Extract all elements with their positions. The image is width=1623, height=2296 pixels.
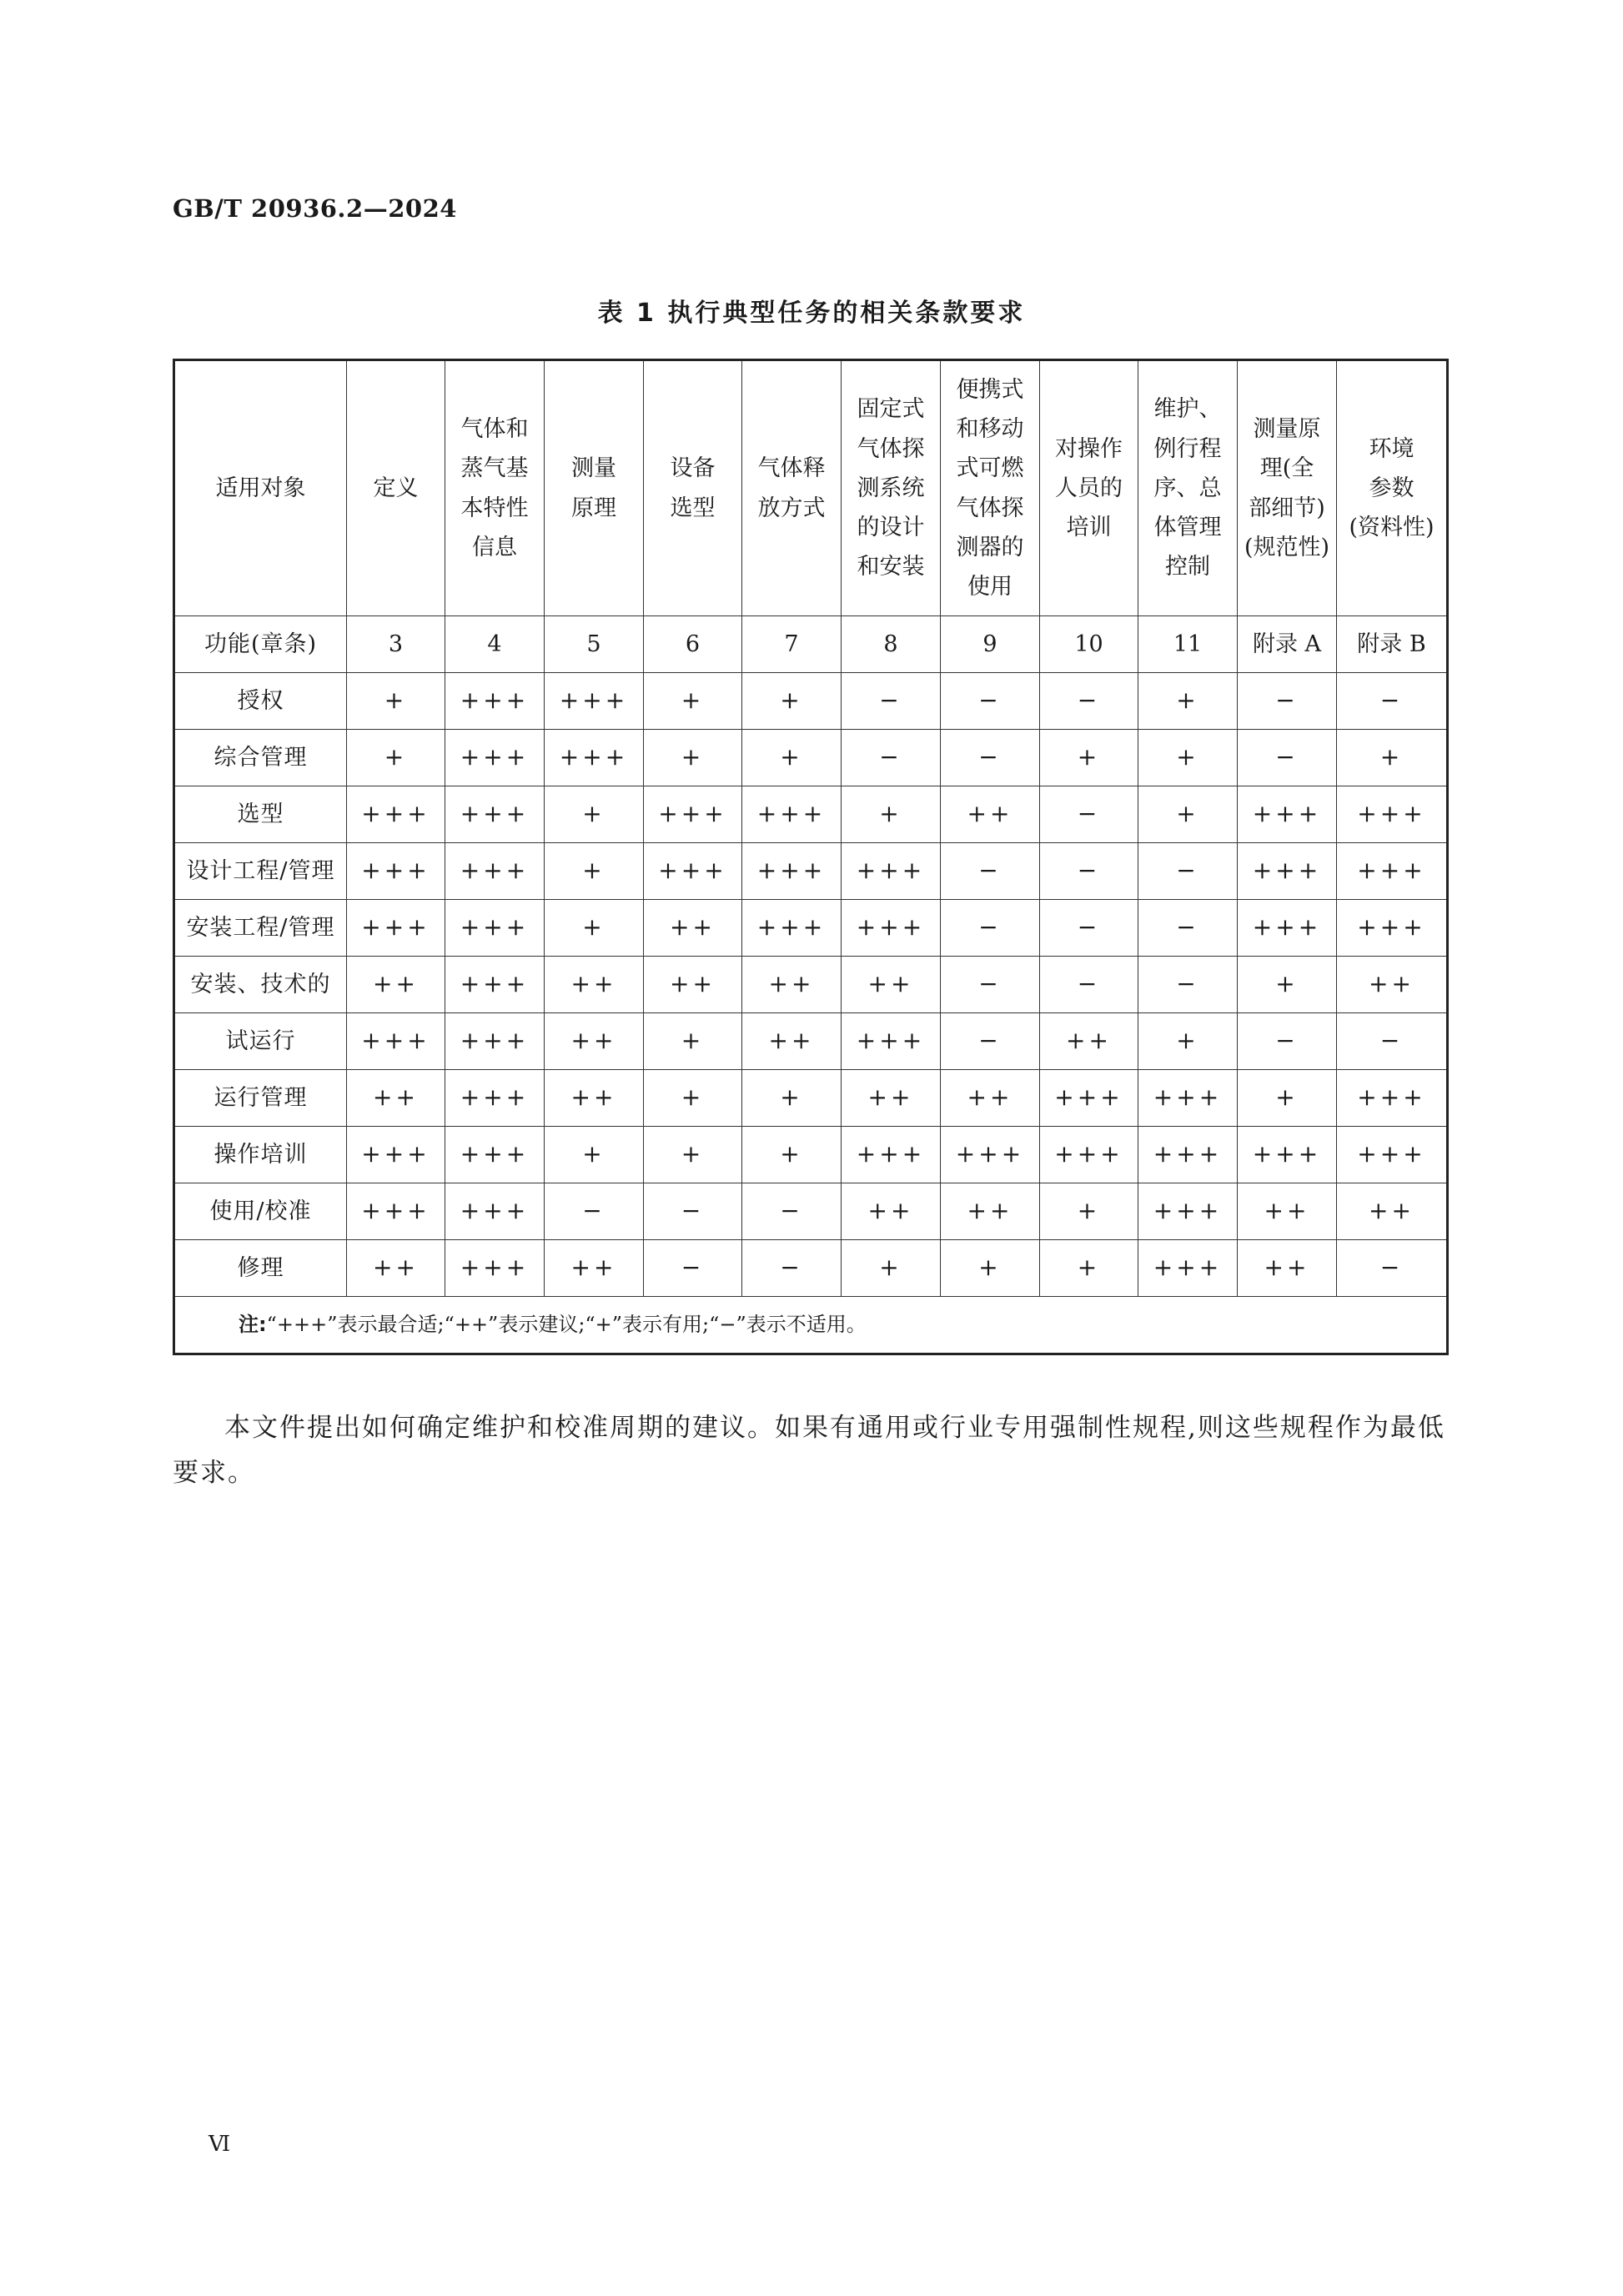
column-header-line: 参数 (1369, 475, 1414, 501)
table-cell: +++ (1337, 900, 1448, 957)
table-cell: − (941, 730, 1040, 786)
table-cell: +++ (941, 1127, 1040, 1183)
column-header (1337, 360, 1448, 616)
column-header-line: 例行程 (1153, 435, 1222, 462)
table-cell: + (1138, 786, 1238, 843)
table-row (174, 1240, 1448, 1297)
table-cell: ++ (347, 957, 445, 1013)
table-cell: ++ (1238, 1240, 1337, 1297)
column-header-line: 环境 (1369, 435, 1414, 462)
row-header: 操作培训 (174, 1127, 347, 1183)
table-cell: + (545, 900, 644, 957)
column-header-line: 适用对象 (215, 475, 306, 501)
table-cell: +++ (347, 786, 445, 843)
column-header (1138, 360, 1238, 616)
table-row (174, 1013, 1448, 1070)
row-header: 安装工程/管理 (174, 900, 347, 957)
table-cell: + (1138, 730, 1238, 786)
table-cell: ++ (941, 1183, 1040, 1240)
column-header-line: 序、总 (1153, 475, 1222, 501)
table-cell: − (1238, 673, 1337, 730)
table-cell: ++ (941, 786, 1040, 843)
column-header-line: 培训 (1066, 515, 1112, 541)
table-cell: +++ (347, 1127, 445, 1183)
column-header-line: 使用 (967, 574, 1012, 600)
table-cell: ++ (644, 957, 742, 1013)
table-cell: + (644, 1013, 742, 1070)
table-cell: + (742, 1127, 842, 1183)
table-cell: − (1138, 900, 1238, 957)
table-cell: +++ (842, 1127, 941, 1183)
table-cell: +++ (545, 730, 644, 786)
table-cell: +++ (445, 786, 545, 843)
column-header-line: 信息 (472, 534, 517, 560)
table-cell: +++ (545, 673, 644, 730)
column-header (174, 360, 347, 616)
column-header-line: 测量 (571, 455, 616, 482)
table-cell: − (1238, 730, 1337, 786)
table-cell: + (545, 1127, 644, 1183)
table-cell: ++ (347, 1240, 445, 1297)
table-cell: + (1040, 1183, 1138, 1240)
table-cell: + (1138, 673, 1238, 730)
table-row (174, 1183, 1448, 1240)
table-cell: +++ (1337, 1127, 1448, 1183)
table-cell: − (1040, 843, 1138, 900)
table-cell: ++ (1238, 1183, 1337, 1240)
table-cell: 8 (842, 616, 941, 673)
table-cell: +++ (1337, 786, 1448, 843)
table-cell: − (941, 843, 1040, 900)
column-header-line: 体管理 (1153, 515, 1222, 541)
table-cell: ++ (644, 900, 742, 957)
table-cell: ++ (842, 1183, 941, 1240)
table-cell: − (1040, 957, 1138, 1013)
table-cell: + (1040, 730, 1138, 786)
standard-code: GB/T 20936.2—2024 (173, 194, 457, 223)
table-cell: +++ (445, 900, 545, 957)
table-cell: +++ (347, 1183, 445, 1240)
column-header-line: 原理 (571, 495, 616, 521)
table-cell: + (1238, 1070, 1337, 1127)
table-cell: + (644, 730, 742, 786)
table-cell: 附录 A (1238, 616, 1337, 673)
table-cell: + (545, 786, 644, 843)
table-cell: − (1337, 673, 1448, 730)
table-cell: − (941, 957, 1040, 1013)
row-header: 选型 (174, 786, 347, 843)
table-cell: ++ (1040, 1013, 1138, 1070)
table-cell: − (1337, 1240, 1448, 1297)
table-cell: − (1238, 1013, 1337, 1070)
table-cell: + (347, 730, 445, 786)
table-cell: 5 (545, 616, 644, 673)
table-cell: − (742, 1183, 842, 1240)
table-cell: +++ (1337, 843, 1448, 900)
table-cell: ++ (842, 957, 941, 1013)
table-cell: 9 (941, 616, 1040, 673)
column-header-line: 和安装 (857, 554, 925, 580)
column-header-line: 蒸气基 (460, 455, 529, 482)
column-header (545, 360, 644, 616)
table-cell: +++ (445, 673, 545, 730)
requirements-table (173, 359, 1446, 1355)
table-cell: − (1138, 843, 1238, 900)
table-row (174, 730, 1448, 786)
table-cell: + (347, 673, 445, 730)
column-header-line: 部细节) (1249, 495, 1325, 521)
table-cell: +++ (445, 843, 545, 900)
table-row (174, 1070, 1448, 1127)
table-cell: +++ (1238, 900, 1337, 957)
note-text: “+++”表示最合适;“++”表示建议;“+”表示有用;“−”表示不适用。 (266, 1312, 867, 1336)
table-cell: + (644, 1127, 742, 1183)
column-header (644, 360, 742, 616)
table-cell: +++ (1337, 1070, 1448, 1127)
table-cell: +++ (347, 900, 445, 957)
row-header: 安装、技术的 (174, 957, 347, 1013)
table-cell: ++ (545, 957, 644, 1013)
table-cell: + (842, 786, 941, 843)
table-cell: +++ (1138, 1183, 1238, 1240)
table-cell: +++ (1238, 1127, 1337, 1183)
table-cell: +++ (644, 786, 742, 843)
table-note (174, 1297, 1448, 1354)
table-cell: ++ (347, 1070, 445, 1127)
table-cell: + (1337, 730, 1448, 786)
table-cell: − (1040, 786, 1138, 843)
column-header-line: 设备 (670, 455, 716, 482)
table-cell: 11 (1138, 616, 1238, 673)
table-cell: +++ (445, 1013, 545, 1070)
row-header: 试运行 (174, 1013, 347, 1070)
column-header-line: (资料性) (1349, 515, 1435, 541)
table-cell: − (644, 1240, 742, 1297)
row-header: 综合管理 (174, 730, 347, 786)
table-cell: +++ (445, 957, 545, 1013)
table-row (174, 900, 1448, 957)
table-cell: − (1040, 900, 1138, 957)
table-cell: + (545, 843, 644, 900)
table-cell: − (742, 1240, 842, 1297)
table-cell: +++ (445, 1240, 545, 1297)
column-header (941, 360, 1040, 616)
column-header-line: 人员的 (1055, 475, 1123, 501)
column-header-line: 气体探 (956, 495, 1024, 521)
table-cell: − (941, 673, 1040, 730)
note-label: 注: (239, 1312, 267, 1336)
table-cell: +++ (742, 843, 842, 900)
table-cell: + (941, 1240, 1040, 1297)
column-header-line: 本特性 (460, 495, 529, 521)
table-title: 表 1 执行典型任务的相关条款要求 (597, 299, 1026, 328)
table-cell: +++ (1138, 1240, 1238, 1297)
table-cell: 10 (1040, 616, 1138, 673)
row-header: 使用/校准 (174, 1183, 347, 1240)
table-cell: +++ (1238, 843, 1337, 900)
table-row (174, 673, 1448, 730)
table-cell: 4 (445, 616, 545, 673)
column-header-line: 的设计 (857, 515, 925, 541)
table-cell: +++ (1040, 1127, 1138, 1183)
table-cell: + (644, 1070, 742, 1127)
table-cell: ++ (545, 1013, 644, 1070)
column-header-line: 便携式 (956, 376, 1024, 403)
column-header-line: 气体探 (857, 435, 925, 462)
table-cell: − (1337, 1013, 1448, 1070)
table-cell: ++ (742, 957, 842, 1013)
table-cell: + (742, 730, 842, 786)
table-cell: + (842, 1240, 941, 1297)
table-row (174, 786, 1448, 843)
table-cell: − (644, 1183, 742, 1240)
row-header: 授权 (174, 673, 347, 730)
table-cell: + (1138, 1013, 1238, 1070)
column-header-line: 放方式 (757, 495, 826, 521)
column-header-line: 测量原 (1253, 416, 1321, 442)
column-header-line: 测系统 (857, 475, 925, 501)
table-cell: +++ (1138, 1070, 1238, 1127)
column-header-line: 维护、 (1153, 396, 1222, 423)
table-cell: + (1040, 1240, 1138, 1297)
column-header-line: 气体释 (757, 455, 826, 482)
column-header-line: 测器的 (956, 534, 1024, 560)
page-number: Ⅵ (209, 2132, 231, 2157)
table-cell: +++ (842, 900, 941, 957)
column-header (1238, 360, 1337, 616)
table-cell: + (742, 673, 842, 730)
row-header: 设计工程/管理 (174, 843, 347, 900)
table-cell: ++ (742, 1013, 842, 1070)
table-cell: +++ (1138, 1127, 1238, 1183)
column-header (1040, 360, 1138, 616)
body-paragraph: 本文件提出如何确定维护和校准周期的建议。如果有通用或行业专用强制性规程,则这些规程作为最低要求。 (173, 1413, 1445, 1488)
column-header (742, 360, 842, 616)
table-row (174, 957, 1448, 1013)
row-header: 运行管理 (174, 1070, 347, 1127)
table-cell: 3 (347, 616, 445, 673)
table-row (174, 843, 1448, 900)
table-cell: +++ (445, 730, 545, 786)
table-cell: +++ (445, 1183, 545, 1240)
table-cell: +++ (347, 843, 445, 900)
table-cell: + (1238, 957, 1337, 1013)
column-header-line: 气体和 (460, 416, 529, 442)
table-cell: ++ (545, 1240, 644, 1297)
table-cell: + (742, 1070, 842, 1127)
column-header-line: 理(全 (1259, 455, 1314, 482)
table-cell: +++ (1040, 1070, 1138, 1127)
column-header-line: 固定式 (857, 396, 925, 423)
column-header-line: 控制 (1165, 554, 1210, 580)
table-cell: +++ (347, 1013, 445, 1070)
table-cell: − (842, 673, 941, 730)
column-header (347, 360, 445, 616)
table-cell: ++ (1337, 957, 1448, 1013)
table-note-row (174, 1297, 1448, 1354)
table-cell: − (1138, 957, 1238, 1013)
table-cell: ++ (1337, 1183, 1448, 1240)
table-cell: − (1040, 673, 1138, 730)
table-cell: ++ (941, 1070, 1040, 1127)
table-cell: 6 (644, 616, 742, 673)
table-cell: +++ (445, 1070, 545, 1127)
column-header-line: (规范性) (1244, 534, 1330, 560)
table-cell: +++ (842, 843, 941, 900)
table-cell: +++ (1238, 786, 1337, 843)
row-header: 功能(章条) (174, 616, 347, 673)
table-cell: +++ (742, 786, 842, 843)
column-header-line: 式可燃 (956, 455, 1024, 482)
table-cell: − (941, 1013, 1040, 1070)
table-row (174, 616, 1448, 673)
table-cell: − (842, 730, 941, 786)
column-header-line: 选型 (670, 495, 716, 521)
table-cell: 7 (742, 616, 842, 673)
table-cell: +++ (445, 1127, 545, 1183)
table-cell: − (941, 900, 1040, 957)
column-header-line: 对操作 (1055, 435, 1123, 462)
column-header-line: 和移动 (956, 416, 1024, 442)
row-header: 修理 (174, 1240, 347, 1297)
table-cell: 附录 B (1337, 616, 1448, 673)
table-cell: − (545, 1183, 644, 1240)
table-cell: ++ (545, 1070, 644, 1127)
table-cell: +++ (842, 1013, 941, 1070)
table-cell: +++ (644, 843, 742, 900)
column-header (445, 360, 545, 616)
table-row (174, 1127, 1448, 1183)
column-header-line: 定义 (373, 475, 419, 501)
column-header (842, 360, 941, 616)
table-header-row (174, 360, 1448, 616)
table-cell: + (644, 673, 742, 730)
table-cell: +++ (742, 900, 842, 957)
table-cell: ++ (842, 1070, 941, 1127)
